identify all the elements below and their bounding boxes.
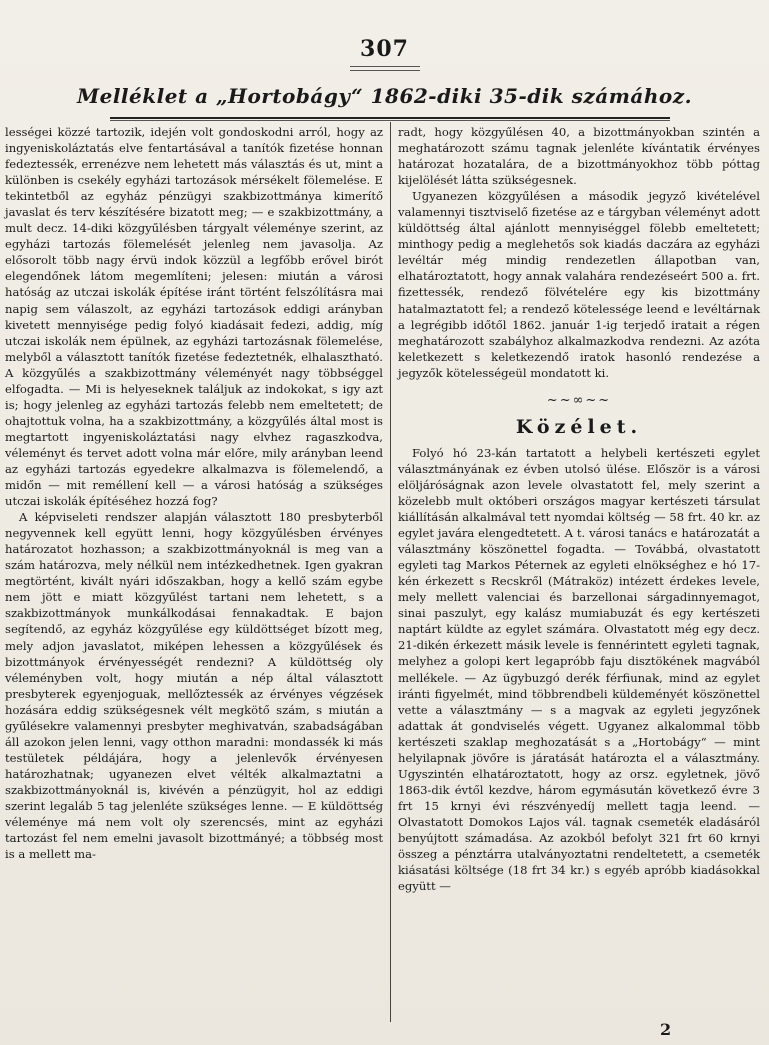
right-column bbox=[398, 124, 760, 894]
right-paragraph-3: Folyó hó 23-kán tartatott a helybeli kertészeti egylet választmányának ez évben utolsó ülése. Először is a városi elöljáróságnak azon levele olvastatott fel, mely szerint a közelebb mult októberi országos magyar kertészeti társulat kiállításán alkalmával tett nyomdai költség — 58 frt. 40 kr. az egylet javára elengedtetett. A t. városi tanács e határozatát a választmány köszönettel fogadta. — Továbbá, olvastatott egyleti tag Markos Péternek az egyleti elnökséghez e hó 17-kén érkezett s Recskről (Mátraköz) intézett érdekes levele, mely mellett valenciai és barzellonai sárgadinnyemagot, sinai paszulyt, egy kalász mumiabuzát és egy kertészeti naptárt küldte az egylet számára. Olvastatott még egy decz. 21-dikén érkezett másik levele is fennérintett egyleti tagnak, melyhez a golopi kert legapróbb faju disztökének magvából mellékele. — Az ügybuzgó derék férfiunak, mind az egylet iránti figyelmét, mind többrendbeli küldeményét köszönettel vette a választmány — s a magvak az egyleti jegyzőnek adattak át gondviselés végett. Ugyanez alkalommal több kertészeti szaklap meghozatását s a „Hortobágy“ — mint helyilapnak jövőre is járatását határozta el a választmány. Ugyszintén elhatároztatott, hogy az orsz. egyletnek, jövő 1863-dik évtől kezdve, három egymásután következő évre 3 frt 15 krnyi évi részvényedíj mellett tagja leend. — Olvastatott Domokos Lajos vál. tagnak csemeték eladásáról benyújtott számadása. Az azokból befolyt 321 frt 60 krnyi összeg a pénztárra utalványoztatni rendeltetett, a csemeték kiásatási költsége (18 frt 34 kr.) s egyéb apróbb kiadásokkal együtt — bbox=[398, 445, 760, 894]
right-paragraph-2: Ugyanezen közgyűlésen a második jegyző kivételével valamennyi tisztviselő fizetése az e tárgyban véleményt adott küldöttség által ajánlott mennyiséggel fölebb emeltetett; minthogy pedig a meglehetős sok kiadás daczára az egyházi levéltár még mindig rendezetlen állapotban van, elhatároztatott, hogy annak valahára rendezéseért 500 a. frt. fizettessék, rendező fölvételére egy kis bizottmány hatalmaztatott fel; a rendező kötelessége leend e levéltárnak a legrégibb időtől 1862. január 1-ig terjedő iratait a régen meghatározott szabályhoz alkalmazkodva rendezni. Az azóta keletkezett s keletkezendő iratok hasonló rendezése a jegyzők kötelességeül mondatott ki. bbox=[398, 189, 760, 380]
header-rule bbox=[110, 117, 670, 121]
left-column bbox=[5, 124, 383, 862]
section-ornament: ~~∞~~ bbox=[546, 392, 612, 408]
left-paragraph-2: A képviseleti rendszer alapján választott 180 presbyterből negyvennek kell együtt lenni, hogy közgyűlésben érvényes határozatot hozhasson; a szakbizottmányoknál is meg van a szám határozva, mely nélkül nem intézkedhetnek. Igen gyakran megtörtént, kivált nyári időszakban, hogy a kellő szám egybe nem jött e miatt közgyűlést tartani nem lehetett, s a szakbizottmányok munkálkodásai fennakadtak. E bajon segítendő, az egyház közgyűlése egy küldöttséget bízott meg, mely adjon javaslatot, miképen lehessen a közgyűlések és bizottmányok érvényességét rendezni? A küldöttség oly véleményben volt, hogy miután a nép által választott presbyterek egyenjoguak, mellőztessék az érvényes végzések hozására eddig szükségesnek vélt megkötő szám, s miután a gyűlésekre valamennyi presbyter meghivatván, szabadságában áll azokon jelen lenni, vagy otthon maradni: mondassék ki más testületek példájára, hogy a jelenlevők érvényesen határozhatnak; ugyanezen elvet vélték alkalmaztatni a szakbizottmányoknál is, kivévén a pénzügyit, hol az eddigi szerint legaláb 5 tag jelenléte szükséges lenne. — E küldöttség véleménye má nem volt oly szerencsés, mint az egyházi tartozást fel nem emelni javasolt bizottmányé; a többség most is a mellett ma- bbox=[5, 510, 383, 862]
right-paragraph-1: radt, hogy közgyűlésen 40, a bizottmányokban szintén a meghatározott számu tagnak jelenléte kívántatik érvényes határozat hozatalára, de a bizottmányokhoz több póttag kijelölését látta szükségesnek. bbox=[398, 125, 760, 188]
page-number-ornament bbox=[350, 66, 420, 71]
column-divider bbox=[390, 122, 391, 1022]
section-title: Közélet. bbox=[515, 415, 643, 438]
left-paragraph-1: lességei közzé tartozik, idején volt gondoskodni arról, hogy az ingyeniskoláztatás elve fentartásával a tanítók fizetése honnan fedeztessék, errenézve nem lehetett más választás és ut, mint a különben is csekély egyházi tartozások mérsékelt fölemelése. E tekintetből az egyház pénzügyi szakbizottmánya kimerítő javaslat és terv készítésére bizatott meg; — e szakbizottmány, a mult decz. 14-diki közgyűlésben tárgyalt véleménye szerint, az egyházi tartozás fölemelését jelenleg nem javasolja. Az elősorolt több nagy érvü indok közzül a legfőbb erővel birót elegendőnek látom megemlíteni; jelesen: miután a városi hatóság az utczai iskolák építése iránt történt felszólításra mai napig sem válaszolt, az egyházi tartozások eddigi arányban kivetett mennyisége pedig folyó kiadásait fedezi, addig, míg utczai iskolák nem épülnek, az egyházi tartozásnak fölemelése, melyből a választott tanítók fizetése fedeztetnék, elhalasztható. A közgyűlés a szakbizottmány véleményét nagy többséggel elfogadta. — Mi is helyeseknek találjuk az indokokat, s igy azt is; hogy jelenleg az egyházi tartozás felebb nem emeltetett; de ohajtottuk volna, ha a szakbizottmány, a közgyűlés által most is megtartott ingyeniskoláztatási nagy elvhez ragaszkodva, véleményt és tervet adott volna már előre, mily arányban leend az egyházi tartozás egyedekre alkalmazva is fölemelendő, a midőn — mit reméllení kell — a városi hatóság a szükséges utczai iskolák építéséhez hozzá fog? bbox=[5, 125, 383, 509]
running-head: Melléklet a „Hortobágy“ 1862-diki 35-dik számához. bbox=[76, 84, 693, 108]
page-number: 307 bbox=[360, 36, 409, 62]
signature-mark: 2 bbox=[660, 1020, 672, 1039]
